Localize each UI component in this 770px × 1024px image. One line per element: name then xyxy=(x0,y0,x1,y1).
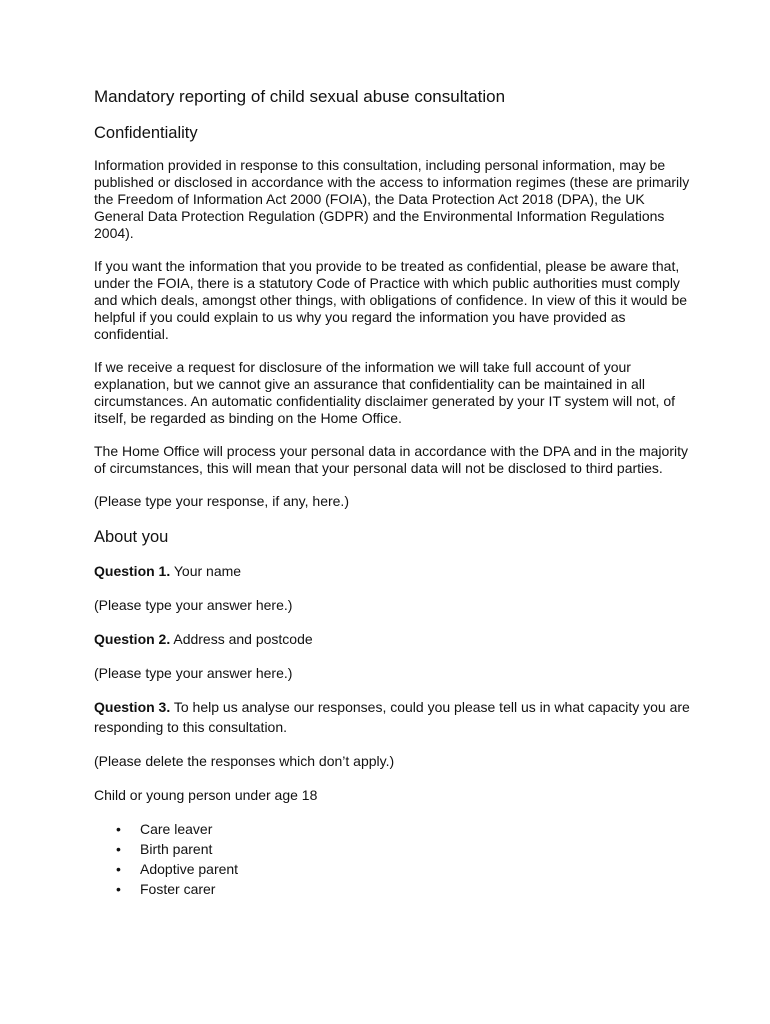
question-3-label: Question 3. xyxy=(94,699,171,715)
confidentiality-paragraph-1: Information provided in response to this consultation, including personal information, may be published or disclosed in accordance with the access to information regimes (these are primarily the Freedom of Information Act 2000 (FOIA), the Data Protection Act 2018 (DPA), the UK General Data Protection Regulation (GDPR) and the Environmental Information Regulations 2004). xyxy=(94,157,690,241)
capacity-option-label: Adoptive parent xyxy=(140,861,239,877)
question-3 xyxy=(94,697,694,737)
confidentiality-heading: Confidentiality xyxy=(94,124,198,142)
capacity-options-list xyxy=(94,819,694,899)
bullet-icon: • xyxy=(116,821,121,837)
capacity-option[interactable] xyxy=(94,859,694,879)
confidentiality-response-prompt[interactable]: (Please type your response, if any, here.) xyxy=(94,493,349,509)
document-title: Mandatory reporting of child sexual abuse consultation xyxy=(94,87,506,106)
capacity-option-child[interactable]: Child or young person under age 18 xyxy=(94,787,318,803)
about-you-heading: About you xyxy=(94,528,169,546)
question-2-text: Address and postcode xyxy=(170,631,313,647)
question-2 xyxy=(94,629,694,649)
confidentiality-paragraph-2: If you want the information that you provide to be treated as confidential, please be aware that, under the FOIA, there is a statutory Code of Practice with which public authorities must comply and which deals, amongst other things, with obligations of confidence. In view of this it would be helpful if you could explain to us why you regard the information you have provided as confidential. xyxy=(94,258,688,342)
capacity-option[interactable] xyxy=(94,879,694,899)
question-3-text: To help us analyse our responses, could you please tell us in what capacity you are responding to this consultation. xyxy=(94,699,690,735)
bullet-icon: • xyxy=(116,841,121,857)
question-2-answer[interactable]: (Please type your answer here.) xyxy=(94,665,293,681)
bullet-icon: • xyxy=(116,881,121,897)
confidentiality-paragraph-4: The Home Office will process your personal data in accordance with the DPA and in the majority of circumstances, this will mean that your personal data will not be disclosed to third parties. xyxy=(94,443,688,476)
capacity-option-label: Care leaver xyxy=(140,821,213,837)
question-1-text: Your name xyxy=(170,563,242,579)
question-1-answer[interactable]: (Please type your answer here.) xyxy=(94,597,293,613)
question-1 xyxy=(94,561,694,581)
capacity-option[interactable] xyxy=(94,819,694,839)
confidentiality-paragraph-3: If we receive a request for disclosure of the information we will take full account of your explanation, but we cannot give an assurance that confidentiality can be maintained in all circumstances. An automatic confidentiality disclaimer generated by your IT system will not, of itself, be regarded as binding on the Home Office. xyxy=(94,359,675,426)
question-2-label: Question 2. xyxy=(94,631,171,647)
question-1-label: Question 1. xyxy=(94,563,171,579)
document-page xyxy=(94,86,694,899)
capacity-option-label: Foster carer xyxy=(140,881,216,897)
capacity-option[interactable] xyxy=(94,839,694,859)
question-3-instruction: (Please delete the responses which don’t apply.) xyxy=(94,753,395,769)
bullet-icon: • xyxy=(116,861,121,877)
capacity-option-label: Birth parent xyxy=(140,841,213,857)
